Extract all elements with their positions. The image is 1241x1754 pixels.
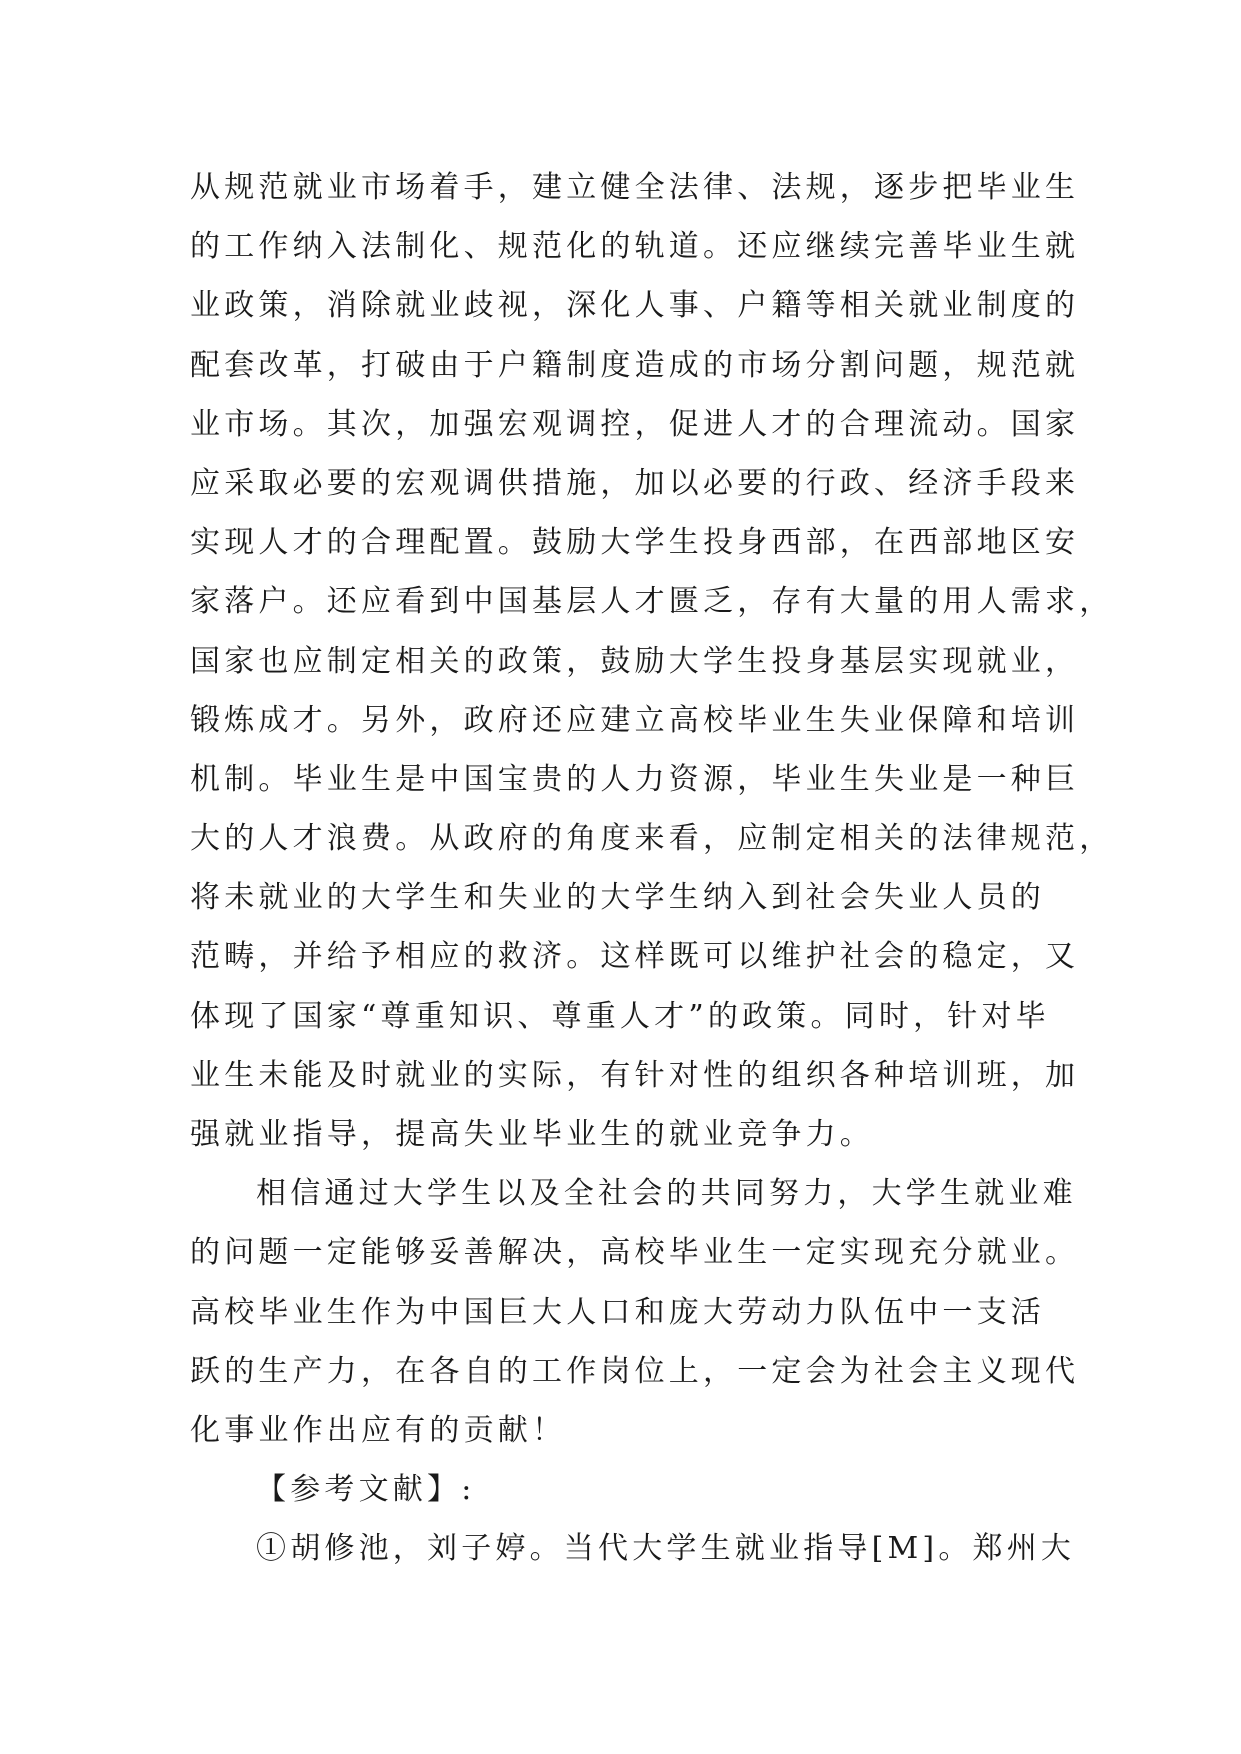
paragraph-line: 的问题一定能够妥善解决，高校毕业生一定实现充分就业。 [190,1235,1080,1271]
paragraph-line: 配套改革，打破由于户籍制度造成的市场分割问题，规范就 [190,347,1080,383]
paragraph-line: 业政策，消除就业歧视，深化人事、户籍等相关就业制度的 [190,288,1080,324]
paragraph-line: 锻炼成才。另外，政府还应建立高校毕业生失业保障和培训 [190,702,1080,738]
body-text [190,158,1114,1579]
paragraph-line: 强就业指导，提高失业毕业生的就业竞争力。 [190,1117,874,1152]
paragraph-line: 业生未能及时就业的实际，有针对性的组织各种培训班，加 [190,1057,1080,1093]
paragraph-line: 范畴，并给予相应的救济。这样既可以维护社会的稳定，又 [190,939,1080,975]
paragraph-line: 相信通过大学生以及全社会的共同努力，大学生就业难 [256,1176,1077,1212]
references-heading: 【参考文献】: [256,1472,476,1508]
reference-item: ①胡修池，刘子婷。当代大学生就业指导[M]。郑州大 [256,1531,1076,1567]
paragraph-line: 化事业作出应有的贡献！ [190,1412,567,1448]
paragraph-line: 业市场。其次，加强宏观调控，促进人才的合理流动。国家 [190,406,1080,442]
paragraph-line: 从规范就业市场着手，建立健全法律、法规，逐步把毕业生 [190,170,1080,205]
paragraph-line: 实现人才的合理配置。鼓励大学生投身西部，在西部地区安 [190,525,1080,561]
paragraph-line: 的工作纳入法制化、规范化的轨道。还应继续完善毕业生就 [190,229,1080,265]
paragraph-line: 机制。毕业生是中国宝贵的人力资源，毕业生失业是一种巨 [190,761,1080,797]
paragraph-line: 高校毕业生作为中国巨大人口和庞大劳动力队伍中一支活 [190,1294,1045,1330]
paragraph-line: 家落户。还应看到中国基层人才匮乏，存有大量的用人需求， [190,584,1114,620]
paragraph-line: 应采取必要的宏观调供措施，加以必要的行政、经济手段来 [190,465,1080,501]
paragraph-line: 国家也应制定相关的政策，鼓励大学生投身基层实现就业， [190,643,1080,679]
paragraph-line: 体现了国家“尊重知识、尊重人才”的政策。同时，针对毕 [190,998,1050,1034]
paragraph-line: 大的人才浪费。从政府的角度来看，应制定相关的法律规范， [190,821,1114,857]
paragraph-line: 将未就业的大学生和失业的大学生纳入到社会失业人员的 [190,880,1045,916]
paragraph-line: 跃的生产力，在各自的工作岗位上，一定会为社会主义现代 [190,1353,1080,1389]
